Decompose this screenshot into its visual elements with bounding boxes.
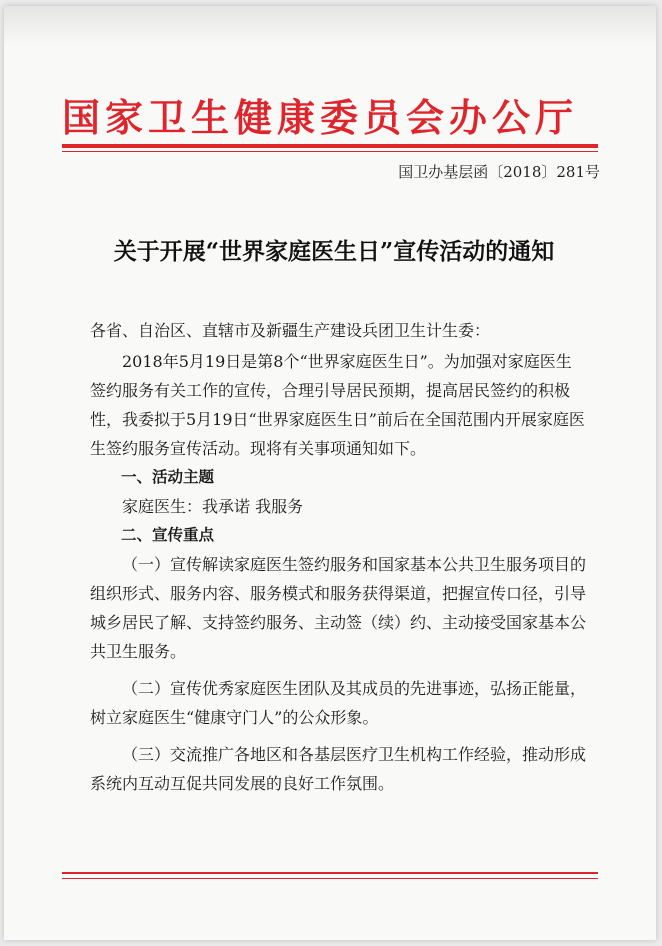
letterhead-rule-thin [62, 151, 598, 152]
notice-body [90, 316, 586, 798]
letterhead-title: 国家卫生健康委员会办公厅 [62, 95, 579, 140]
intro-paragraph: 2018年5月19日是第8个“世界家庭医生日”。为加强对家庭医生签约服务有关工作的宣传，合理引导居民预期，提高居民签约的积极性，我委拟于5月19日“世界家庭医生日”前后在全国范围内开展家庭医生签约服务宣传活动。现将有关事项通知如下。 [90, 352, 585, 458]
focus-paragraph-1: （一）宣传解读家庭医生签约服务和国家基本公共卫生服务项目的组织形式、服务内容、服务模式和服务获得渠道，把握宣传口径，引导城乡居民了解、支持签约服务、主动签（续）约、主动接受国家基本公共卫生服务。 [90, 555, 587, 661]
theme-paragraph: 家庭医生：我承诺 我服务 [122, 497, 304, 516]
letterhead-rule-thick [62, 144, 598, 148]
document-number: 国卫办基层函〔2018〕281号 [398, 163, 600, 181]
footer-rule-thin [62, 878, 598, 879]
section-heading-focus: 二、宣传重点 [121, 526, 215, 544]
focus-paragraph-3: （三）交流推广各地区和各基层医疗卫生机构工作经验，推动形成系统内互动互促共同发展的良好工作氛围。 [90, 745, 587, 793]
focus-paragraph-2: （二）宣传优秀家庭医生团队及其成员的先进事迹，弘扬正能量，树立家庭医生“健康守门人”的公众形象。 [90, 679, 587, 727]
salutation: 各省、自治区、直辖市及新疆生产建设兵团卫生计生委： [90, 321, 491, 340]
document-page [4, 6, 656, 940]
footer-rule-thick [62, 872, 598, 874]
scan-shadow [4, 6, 656, 46]
notice-title: 关于开展“世界家庭医生日”宣传活动的通知 [113, 238, 555, 265]
section-heading-theme: 一、活动主题 [121, 468, 215, 486]
